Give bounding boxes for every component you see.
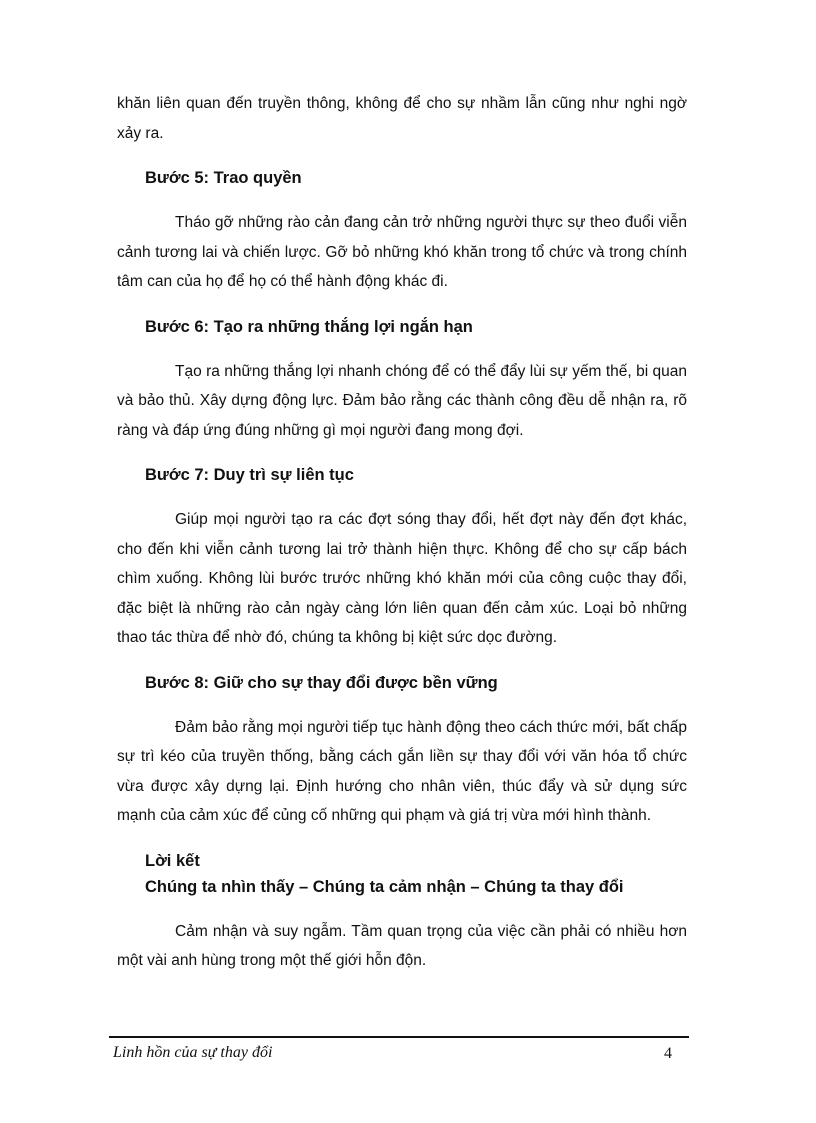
footer-divider [109, 1036, 689, 1038]
step5-paragraph: Tháo gỡ những rào cản đang cản trở những người thực sự theo đuổi viễn cảnh tương lai và chiến lược. Gỡ bỏ những khó khăn trong tổ chức và trong chính tâm can của họ để họ có thể hành động khác đi. [117, 214, 687, 290]
intro-continuation-paragraph: khăn liên quan đến truyền thông, không để cho sự nhầm lẫn cũng như nghi ngờ xảy ra. [117, 95, 687, 142]
step8-heading: Bước 8: Giữ cho sự thay đổi được bền vững [145, 673, 498, 692]
step6-paragraph: Tạo ra những thắng lợi nhanh chóng để có thể đẩy lùi sự yếm thế, bi quan và bảo thủ. Xây dựng động lực. Đảm bảo rằng các thành công đều dễ nhận ra, rõ ràng và đáp ứng đúng những gì mọi người đang mong đợi. [117, 362, 687, 439]
step6-heading: Bước 6: Tạo ra những thắng lợi ngắn hạn [145, 317, 473, 336]
closing-heading: Lời kết [145, 851, 200, 870]
step8-paragraph: Đảm bảo rằng mọi người tiếp tục hành động theo cách thức mới, bất chấp sự trì kéo của truyền thống, bằng cách gắn liền sự thay đổi với văn hóa tổ chức vừa được xây dựng lại. Định hướng cho nhân viên, thúc đẩy và sử dụng sức mạnh của cảm xúc để củng cố những qui phạm và giá trị vừa mới hình thành. [117, 718, 687, 824]
page-number: 4 [664, 1045, 672, 1062]
step7-heading: Bước 7: Duy trì sự liên tục [145, 466, 354, 484]
page-content [117, 89, 687, 976]
closing-paragraph: Cảm nhận và suy ngẫm. Tầm quan trọng của việc cần phải có nhiều hơn một vài anh hùng trong một thế giới hỗn độn. [117, 922, 687, 969]
closing-subheading: Chúng ta nhìn thấy – Chúng ta cảm nhận – Chúng ta thay đổi [145, 877, 624, 896]
step7-paragraph: Giúp mọi người tạo ra các đợt sóng thay đổi, hết đợt này đến đợt khác, cho đến khi viễn cảnh tương lai trở thành hiện thực. Không để cho sự cấp bách chìm xuống. Không lùi bước trước những khó khăn mới của công cuộc thay đổi, đặc biệt là những rào cản ngày càng lớn liên quan đến cảm xúc. Loại bỏ những thao tác thừa để nhờ đó, chúng ta không bị kiệt sức dọc đường. [117, 511, 687, 646]
step5-heading: Bước 5: Trao quyền [145, 169, 302, 187]
footer-title: Linh hồn của sự thay đổi [113, 1044, 273, 1061]
